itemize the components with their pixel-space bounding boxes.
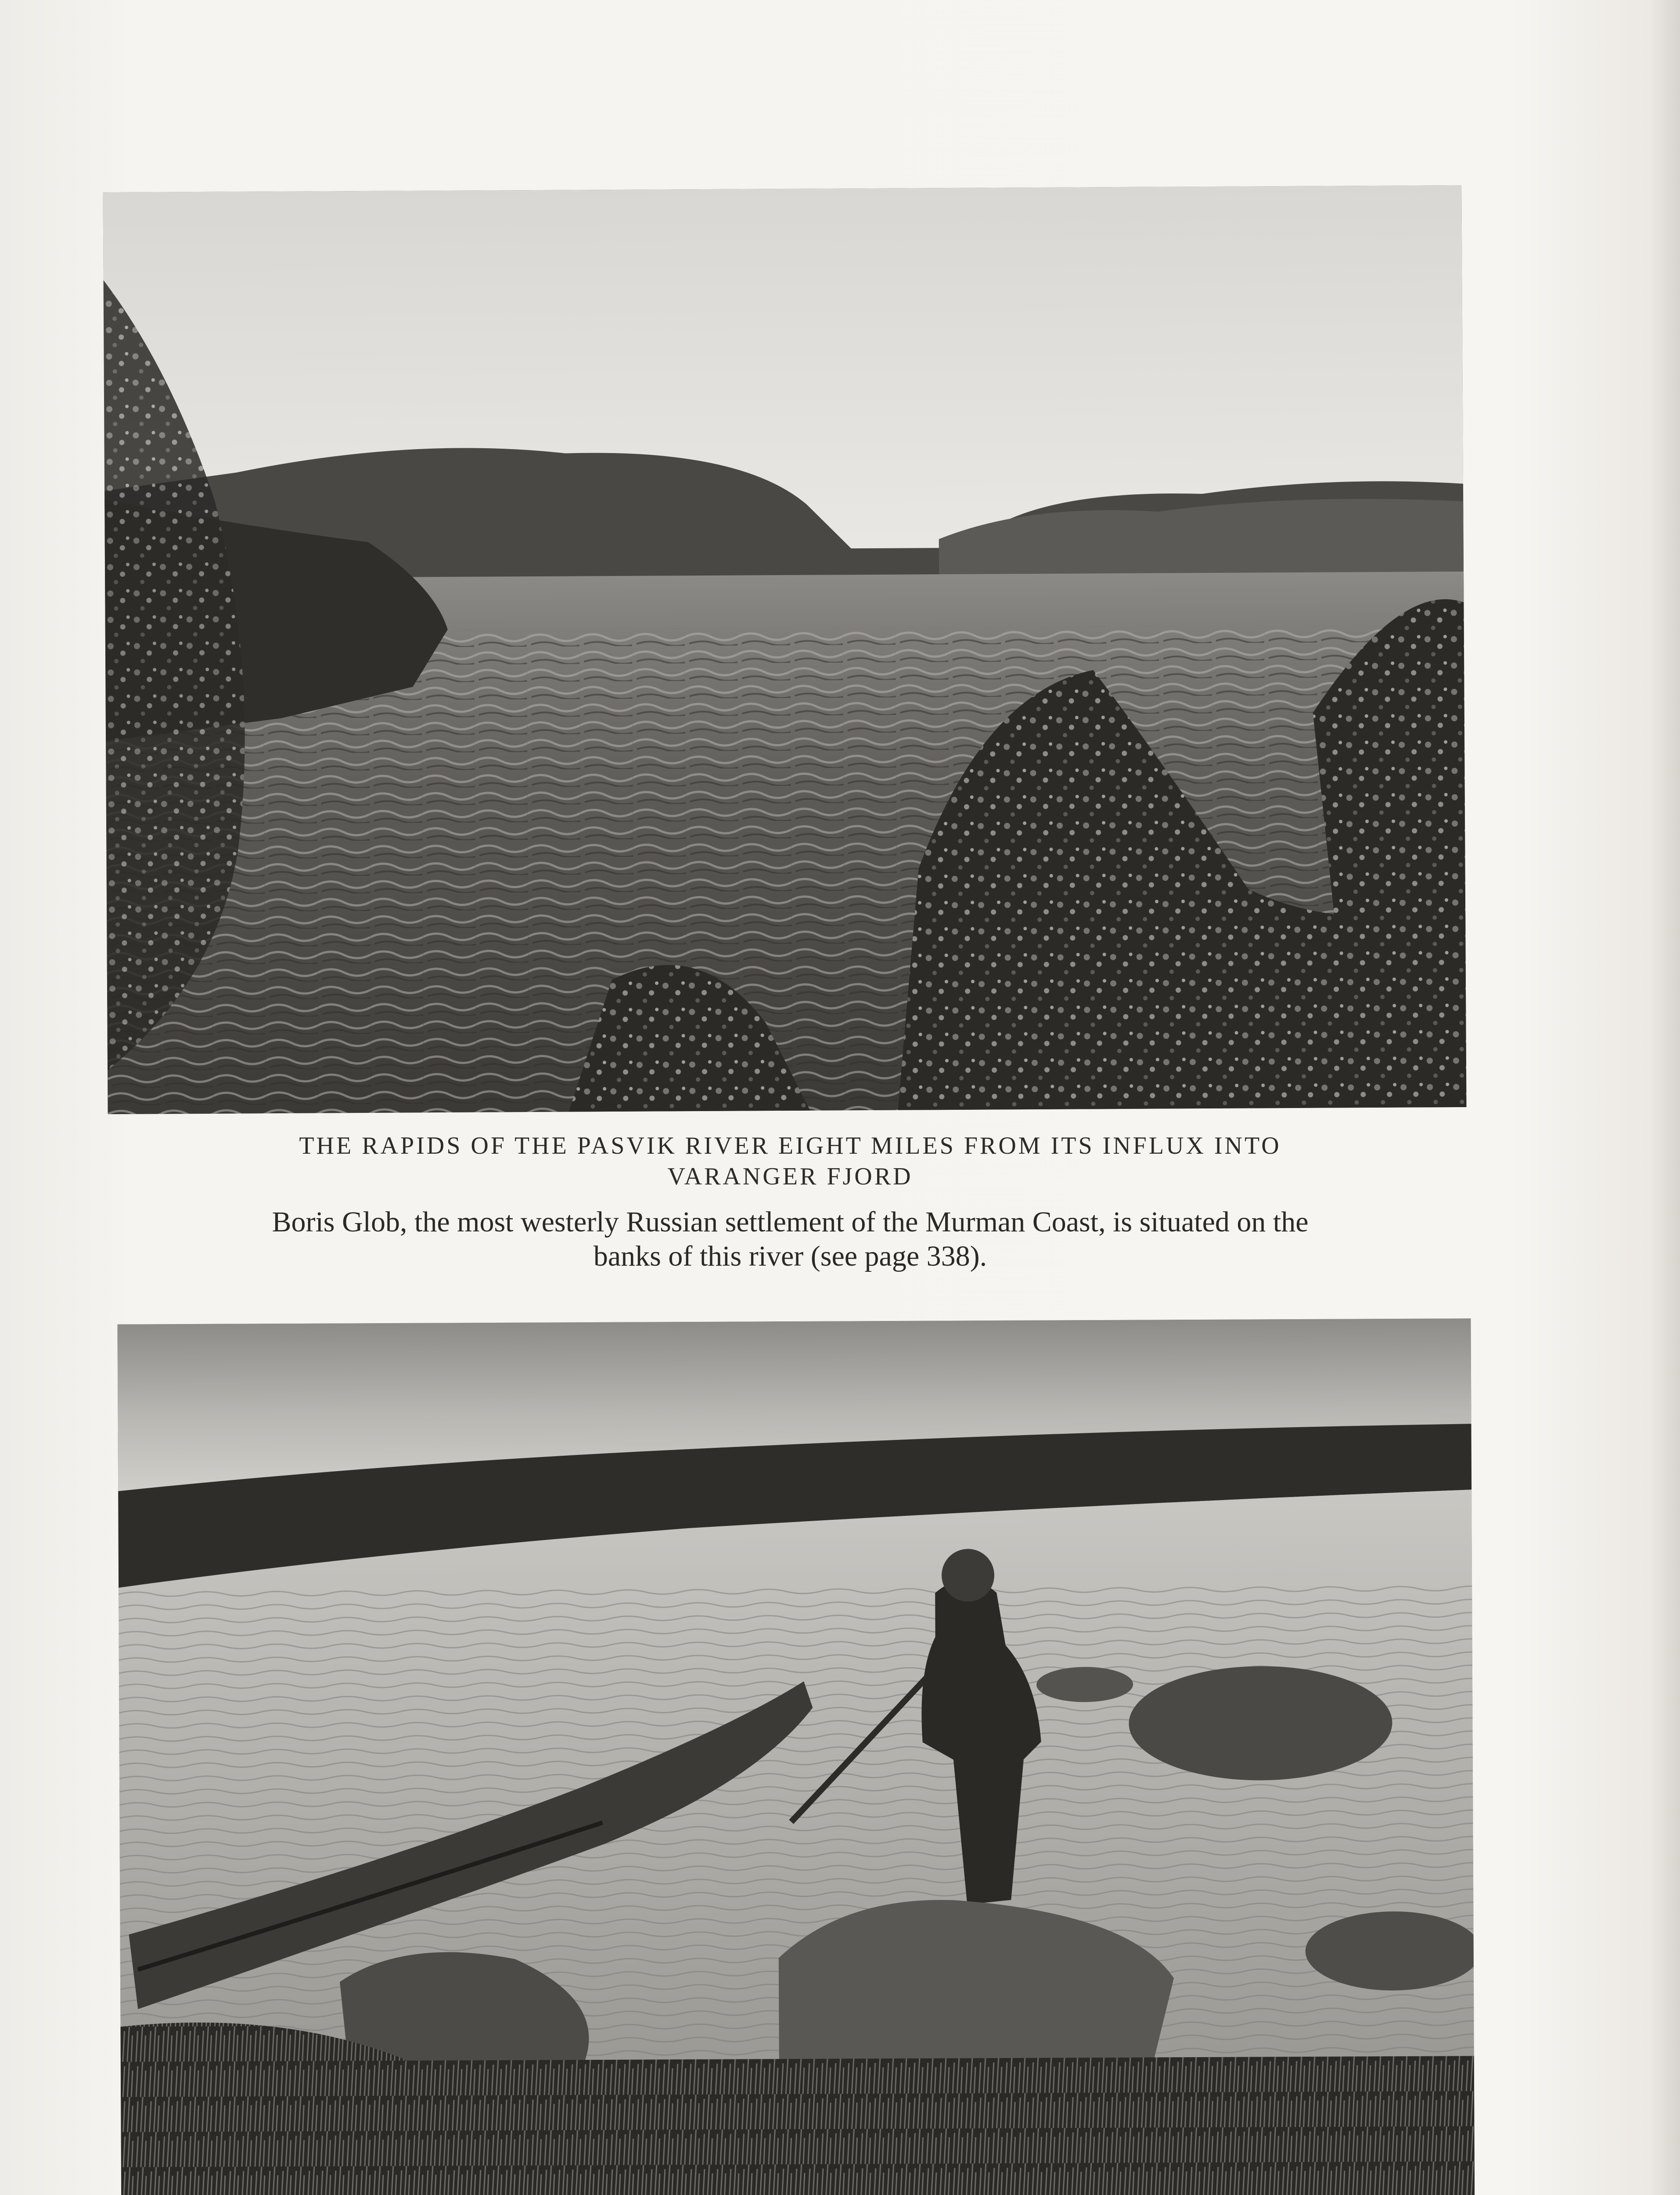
top-caption-title-line2: VARANGER FJORD bbox=[667, 1163, 913, 1190]
top-caption-body-line2: banks of this river (see page 338). bbox=[593, 1240, 987, 1272]
top-caption-title-line1: THE RAPIDS OF THE PASVIK RIVER EIGHT MILES FROM ITS INFLUX INTO bbox=[299, 1132, 1281, 1159]
top-photo-caption-title bbox=[132, 1130, 1449, 1192]
pasvik-rapids-photo bbox=[103, 185, 1467, 1114]
page-edge-shadow bbox=[1649, 0, 1680, 2195]
top-photo-caption-body bbox=[132, 1205, 1449, 1274]
canoe-fisherman-photo bbox=[117, 1318, 1475, 2195]
top-caption-body-line1: Boris Glob, the most westerly Russian settlement of the Murman Coast, is situated on the bbox=[272, 1206, 1309, 1238]
